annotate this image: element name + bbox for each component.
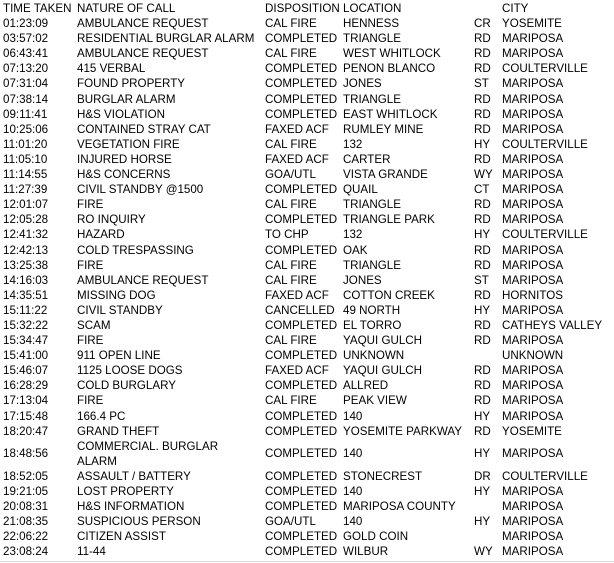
cell-city: YOSEMITE [502, 424, 562, 438]
cell-time-taken: 18:52:05 [3, 469, 49, 483]
call-log-rows [0, 16, 614, 559]
cell-street-suffix: RD [474, 198, 491, 212]
table-row [0, 122, 614, 137]
cell-city: MARIPOSA [502, 485, 564, 498]
table-row [0, 31, 614, 46]
cell-location: TRIANGLE [343, 198, 401, 212]
cell-time-taken: 17:13:04 [3, 394, 49, 408]
cell-time-taken: 17:15:48 [3, 409, 49, 423]
cell-time-taken: 15:46:07 [3, 364, 49, 378]
cell-nature-of-call: COLD BURGLARY [77, 379, 177, 393]
cell-nature-of-call: FIRE [77, 394, 104, 408]
cell-disposition: COMPLETED [265, 62, 338, 76]
cell-time-taken: 10:25:06 [3, 122, 49, 136]
cell-disposition: FAXED ACF [265, 152, 329, 166]
table-row [0, 469, 614, 484]
table-row [0, 167, 614, 182]
cell-street-suffix: RD [474, 379, 491, 393]
cell-city: COULTERVILLE [502, 228, 588, 242]
cell-time-taken: 18:20:47 [3, 424, 49, 438]
table-row [0, 227, 614, 242]
table-row [0, 499, 614, 514]
cell-time-taken: 07:31:04 [3, 77, 49, 91]
cell-city: MARIPOSA [502, 152, 564, 166]
table-row [0, 243, 614, 258]
cell-street-suffix: DR [474, 469, 491, 483]
cell-time-taken: 22:06:22 [3, 530, 49, 544]
table-row [0, 273, 614, 288]
cell-disposition: CAL FIRE [265, 198, 317, 212]
cell-city: HORNITOS [502, 288, 563, 302]
cell-street-suffix: HY [474, 447, 491, 461]
cell-nature-of-call: H&S CONCERNS [77, 168, 171, 182]
cell-nature-of-call: GRAND THEFT [77, 424, 160, 438]
cell-disposition: COMPLETED [265, 545, 338, 559]
cell-location: 140 [343, 485, 363, 498]
cell-nature-of-call: SUSPICIOUS PERSON [77, 515, 201, 529]
cell-nature-of-call: AMBULANCE REQUEST [77, 17, 209, 31]
cell-city: MARIPOSA [502, 500, 564, 514]
cell-nature-of-call: ASSAULT / BATTERY [77, 469, 191, 483]
cell-nature-of-call: CIVIL STANDBY @1500 [77, 183, 204, 197]
cell-nature-of-call: SCAM [77, 318, 111, 332]
cell-disposition: COMPLETED [265, 243, 338, 257]
cell-location: WILBUR [343, 545, 389, 559]
cell-city: COULTERVILLE [502, 137, 588, 151]
cell-street-suffix: HY [474, 228, 491, 242]
table-row [0, 182, 614, 197]
cell-time-taken: 12:01:07 [3, 198, 49, 212]
cell-location: VISTA GRANDE [343, 168, 428, 182]
cell-time-taken: 03:57:02 [3, 32, 49, 46]
cell-city: MARIPOSA [502, 243, 564, 257]
cell-city: MARIPOSA [502, 515, 564, 529]
cell-street-suffix: RD [474, 152, 491, 166]
cell-street-suffix: HY [474, 515, 491, 529]
table-row [0, 529, 614, 544]
cell-time-taken: 14:16:03 [3, 273, 49, 287]
cell-street-suffix: WY [474, 168, 493, 182]
cell-street-suffix: HY [474, 137, 491, 151]
cell-disposition: COMPLETED [265, 530, 338, 544]
cell-city: MARIPOSA [502, 530, 564, 544]
cell-location: PEAK VIEW [343, 394, 407, 408]
cell-city: MARIPOSA [502, 122, 564, 136]
cell-city: CATHEYS VALLEY [502, 318, 603, 332]
cell-location: YAQUI GULCH [343, 364, 423, 378]
cell-time-taken: 09:11:41 [3, 107, 48, 121]
cell-location: WEST WHITLOCK [343, 47, 441, 61]
table-row [0, 212, 614, 227]
cell-city: MARIPOSA [502, 394, 564, 408]
cell-time-taken: 11:01:20 [3, 137, 48, 151]
cell-disposition: COMPLETED [265, 424, 338, 438]
cell-time-taken: 21:08:35 [3, 515, 49, 529]
cell-time-taken: 12:05:28 [3, 213, 49, 227]
cell-street-suffix: CT [474, 183, 490, 197]
cell-city: MARIPOSA [502, 334, 564, 348]
table-row [0, 303, 614, 318]
cell-disposition: COMPLETED [265, 485, 338, 498]
cell-disposition: CAL FIRE [265, 47, 317, 61]
cell-city: MARIPOSA [502, 92, 564, 106]
cell-nature-of-call: CITIZEN ASSIST [77, 530, 166, 544]
cell-disposition: FAXED ACF [265, 122, 329, 136]
cell-street-suffix: RD [474, 318, 491, 332]
header-disposition: DISPOSITION [265, 2, 340, 15]
table-row [0, 484, 614, 499]
cell-disposition: FAXED ACF [265, 364, 329, 378]
cell-location: 49 NORTH [343, 303, 401, 317]
cell-disposition: COMPLETED [265, 469, 338, 483]
cell-disposition: TO CHP [265, 228, 309, 242]
cell-street-suffix: RD [474, 258, 491, 272]
table-row [0, 348, 614, 363]
cell-time-taken: 07:13:20 [3, 62, 49, 76]
cell-disposition: CAL FIRE [265, 394, 317, 408]
cell-city: MARIPOSA [502, 47, 564, 61]
cell-nature-of-call: 1125 LOOSE DOGS [77, 364, 183, 378]
cell-street-suffix: RD [474, 243, 491, 257]
cell-time-taken: 18:48:56 [3, 447, 49, 461]
cell-street-suffix: RD [474, 122, 491, 136]
cell-nature-of-call: 415 VERBAL [77, 62, 146, 76]
cell-time-taken: 15:34:47 [3, 334, 49, 348]
cell-city: COULTERVILLE [502, 469, 588, 483]
cell-disposition: COMPLETED [265, 213, 338, 227]
cell-city: COULTERVILLE [502, 62, 588, 76]
table-row [0, 409, 614, 424]
cell-nature-of-call: FOUND PROPERTY [77, 77, 186, 91]
header-location: LOCATION [343, 2, 402, 15]
cell-disposition: COMPLETED [265, 447, 338, 461]
cell-location: OAK [343, 243, 368, 257]
cell-location: GOLD COIN [343, 530, 409, 544]
cell-disposition: GOA/UTL [265, 168, 316, 182]
cell-nature-of-call: INJURED HORSE [77, 152, 172, 166]
cell-city: MARIPOSA [502, 545, 564, 559]
table-row [0, 363, 614, 378]
cell-location: MARIPOSA COUNTY [343, 500, 456, 514]
table-row [0, 107, 614, 122]
cell-street-suffix: HY [474, 485, 491, 498]
table-row [0, 137, 614, 152]
table-row [0, 61, 614, 76]
cell-street-suffix: ST [474, 77, 489, 91]
cell-street-suffix: RD [474, 32, 491, 46]
cell-time-taken: 14:35:51 [3, 288, 49, 302]
cell-nature-of-call: 911 OPEN LINE [77, 349, 161, 363]
cell-city: MARIPOSA [502, 107, 564, 121]
cell-nature-of-call: BURGLAR ALARM [77, 92, 176, 106]
cell-nature-of-call: LOST PROPERTY [77, 485, 174, 498]
cell-nature-of-call: MISSING DOG [77, 288, 156, 302]
cell-disposition: CANCELLED [265, 303, 335, 317]
cell-street-suffix: WY [474, 545, 493, 559]
cell-location: TRIANGLE [343, 258, 401, 272]
cell-city: MARIPOSA [502, 32, 564, 46]
cell-time-taken: 15:11:22 [3, 303, 48, 317]
table-row [0, 424, 614, 439]
cell-time-taken: 12:42:13 [3, 243, 49, 257]
cell-location: JONES [343, 273, 382, 287]
table-row [0, 197, 614, 212]
cell-disposition: COMPLETED [265, 500, 338, 514]
cell-nature-of-call: CONTAINED STRAY CAT [77, 122, 211, 136]
cell-time-taken: 11:05:10 [3, 152, 48, 166]
cell-street-suffix: RD [474, 364, 491, 378]
cell-time-taken: 11:14:55 [3, 168, 48, 182]
cell-nature-of-call: H&S INFORMATION [77, 500, 185, 514]
cell-city: MARIPOSA [502, 364, 564, 378]
cell-disposition: COMPLETED [265, 77, 338, 91]
cell-city: YOSEMITE [502, 17, 562, 31]
cell-nature-of-call: CIVIL STANDBY [77, 303, 163, 317]
cell-nature-of-call: H&S VIOLATION [77, 107, 166, 121]
table-row [0, 92, 614, 107]
cell-location: 140 [343, 515, 363, 529]
cell-city: MARIPOSA [502, 303, 564, 317]
cell-time-taken: 11:27:39 [3, 183, 48, 197]
cell-location: UNKNOWN [343, 349, 405, 363]
cell-nature-of-call: FIRE [77, 334, 104, 348]
cell-location: YOSEMITE PARKWAY [343, 424, 462, 438]
table-row [0, 318, 614, 333]
cell-street-suffix: RD [474, 288, 491, 302]
table-row [0, 258, 614, 273]
table-header [0, 1, 614, 16]
cell-city: MARIPOSA [502, 168, 564, 182]
cell-location: HENNESS [343, 17, 400, 31]
cell-time-taken: 20:08:31 [3, 500, 49, 514]
cell-city: MARIPOSA [502, 258, 564, 272]
cell-time-taken: 01:23:09 [3, 17, 49, 31]
cell-city: MARIPOSA [502, 273, 564, 287]
cell-street-suffix: HY [474, 303, 491, 317]
cell-location: QUAIL [343, 183, 378, 197]
table-row [0, 46, 614, 61]
cell-street-suffix: RD [474, 424, 491, 438]
cell-nature-of-call: VEGETATION FIRE [77, 137, 180, 151]
cell-street-suffix: RD [474, 394, 491, 408]
cell-location: EL TORRO [343, 318, 402, 332]
cell-time-taken: 06:43:41 [3, 47, 49, 61]
table-row [0, 333, 614, 348]
cell-street-suffix: RD [474, 107, 491, 121]
table-row [0, 514, 614, 529]
cell-location: STONECREST [343, 469, 423, 483]
cell-disposition: GOA/UTL [265, 515, 316, 529]
header-city: CITY [502, 2, 529, 15]
cell-time-taken: 15:41:00 [3, 349, 49, 363]
cell-nature-of-call: FIRE [77, 198, 104, 212]
cell-nature-of-call: RO INQUIRY [77, 213, 146, 227]
cell-location: ALLRED [343, 379, 389, 393]
cell-disposition: CAL FIRE [265, 258, 317, 272]
cell-nature-of-call: 166.4 PC [77, 409, 126, 423]
page-divider [0, 561, 614, 562]
cell-city: MARIPOSA [502, 183, 564, 197]
cell-disposition: FAXED ACF [265, 288, 329, 302]
cell-time-taken: 13:25:38 [3, 258, 49, 272]
cell-time-taken: 15:32:22 [3, 318, 49, 332]
cell-disposition: COMPLETED [265, 379, 338, 393]
cell-time-taken: 23:08:24 [3, 545, 49, 559]
cell-disposition: CAL FIRE [265, 17, 317, 31]
cell-location: TRIANGLE PARK [343, 213, 435, 227]
cell-nature-of-call: HAZARD [77, 228, 125, 242]
cell-street-suffix: RD [474, 213, 491, 227]
cell-street-suffix: CR [474, 17, 491, 31]
cell-time-taken: 12:41:32 [3, 228, 49, 242]
table-row [0, 288, 614, 303]
cell-location: 140 [343, 447, 363, 461]
cell-disposition: COMPLETED [265, 349, 338, 363]
cell-location: RUMLEY MINE [343, 122, 424, 136]
table-row [0, 152, 614, 167]
cell-city: MARIPOSA [502, 379, 564, 393]
cell-city: MARIPOSA [502, 198, 564, 212]
table-row [0, 439, 614, 469]
cell-nature-of-call: AMBULANCE REQUEST [77, 273, 209, 287]
table-row [0, 544, 614, 559]
cell-street-suffix: RD [474, 92, 491, 106]
cell-time-taken: 16:28:29 [3, 379, 49, 393]
cell-nature-of-call: COLD TRESPASSING [77, 243, 194, 257]
cell-location: 140 [343, 409, 363, 423]
cell-city: MARIPOSA [502, 77, 564, 91]
cell-street-suffix: RD [474, 47, 491, 61]
table-row [0, 16, 614, 31]
cell-disposition: COMPLETED [265, 409, 338, 423]
cell-disposition: CAL FIRE [265, 334, 317, 348]
cell-nature-of-call: 11-44 [77, 545, 106, 559]
cell-street-suffix: HY [474, 409, 491, 423]
cell-street-suffix: RD [474, 62, 491, 76]
cell-nature-of-call: AMBULANCE REQUEST [77, 47, 209, 61]
cell-location: YAQUI GULCH [343, 334, 423, 348]
table-row [0, 76, 614, 91]
cell-disposition: COMPLETED [265, 318, 338, 332]
header-time-taken: TIME TAKEN [3, 2, 72, 15]
cell-nature-of-call: COMMERCIAL. BURGLAR ALARM [77, 439, 219, 468]
cell-location: EAST WHITLOCK [343, 107, 438, 121]
cell-location: 132 [343, 228, 363, 242]
cell-disposition: COMPLETED [265, 183, 338, 197]
cell-street-suffix: RD [474, 334, 491, 348]
cell-city: MARIPOSA [502, 409, 564, 423]
cell-location: CARTER [343, 152, 391, 166]
cell-nature-of-call: FIRE [77, 258, 104, 272]
cell-city: MARIPOSA [502, 213, 564, 227]
cell-city: UNKNOWN [502, 349, 564, 363]
cell-location: COTTON CREEK [343, 288, 435, 302]
cell-disposition: COMPLETED [265, 32, 338, 46]
table-row [0, 378, 614, 393]
cell-disposition: COMPLETED [265, 107, 338, 121]
cell-street-suffix: ST [474, 273, 489, 287]
cell-city: MARIPOSA [502, 447, 564, 461]
cell-location: 132 [343, 137, 363, 151]
cell-location: PENON BLANCO [343, 62, 436, 76]
cell-location: TRIANGLE [343, 32, 401, 46]
table-row [0, 393, 614, 408]
cell-time-taken: 07:38:14 [3, 92, 49, 106]
header-nature-of-call: NATURE OF CALL [77, 2, 176, 15]
cell-location: JONES [343, 77, 382, 91]
cell-location: TRIANGLE [343, 92, 401, 106]
cell-nature-of-call: RESIDENTIAL BURGLAR ALARM [77, 32, 255, 46]
cell-time-taken: 19:21:05 [3, 485, 49, 498]
cell-disposition: CAL FIRE [265, 137, 317, 151]
cell-disposition: CAL FIRE [265, 273, 317, 287]
cell-disposition: COMPLETED [265, 92, 338, 106]
